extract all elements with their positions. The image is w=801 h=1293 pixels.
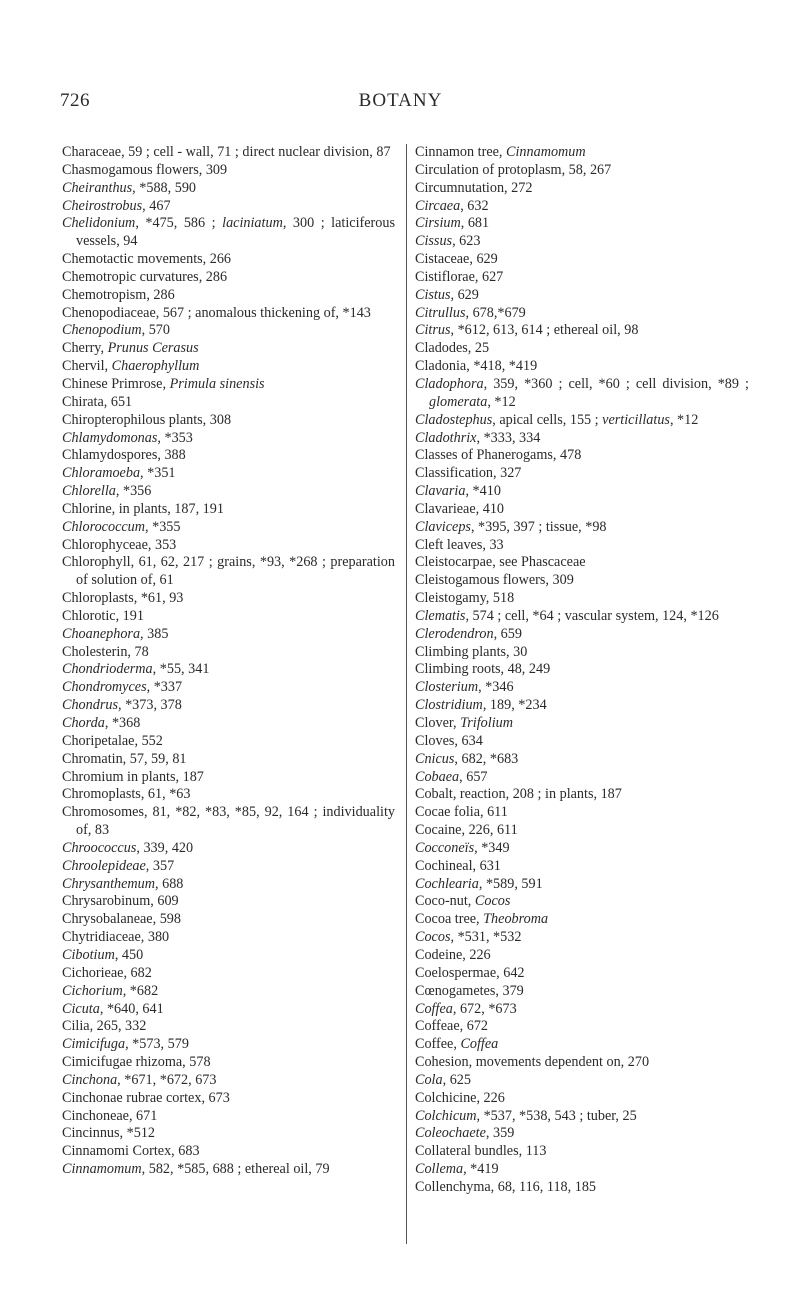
running-title: BOTANY bbox=[358, 90, 443, 111]
index-entry: Cladostephus, apical cells, 155 ; verticillatus, *12 bbox=[415, 411, 699, 428]
index-column-right bbox=[406, 144, 749, 1244]
index-entry: Chroolepideae, 357 bbox=[62, 857, 175, 874]
index-entry: Cistiflorae, 627 bbox=[415, 268, 504, 285]
index-entry: Coleochaete, 359 bbox=[415, 1125, 515, 1142]
index-entry: Chenopodium, 570 bbox=[62, 322, 170, 339]
index-entry: Chondromyces, *337 bbox=[62, 679, 183, 696]
index-entry: Cladodes, 25 bbox=[415, 340, 490, 357]
index-entry: Chrysarobinum, 609 bbox=[62, 893, 179, 910]
index-entry: Cicuta, *640, 641 bbox=[62, 1000, 164, 1017]
index-entry: Cocoa tree, Theobroma bbox=[415, 911, 549, 928]
index-entry: Choanephora, 385 bbox=[62, 625, 169, 642]
index-entry: Cistus, 629 bbox=[415, 286, 479, 303]
index-entry: Coelospermae, 642 bbox=[415, 964, 525, 981]
index-entry: Chromoplasts, 61, *63 bbox=[62, 786, 191, 803]
index-entry: Cinnamon tree, Cinnamomum bbox=[415, 144, 586, 160]
index-entry: Cholesterin, 78 bbox=[62, 643, 149, 660]
index-entry: Cheirostrobus, 467 bbox=[62, 197, 171, 214]
index-entry: Cichorieae, 682 bbox=[62, 964, 152, 981]
index-entry: Chelidonium, *475, 586 ; laciniatum, 300 ; laticiferous vessels, 94 bbox=[62, 215, 395, 250]
index-entry: Coco-nut, Cocos bbox=[415, 893, 511, 910]
index-entry: Cistaceae, 629 bbox=[415, 251, 498, 268]
index-entry: Cirsium, 681 bbox=[415, 215, 490, 232]
index-entry: Collema, *419 bbox=[415, 1161, 499, 1178]
index-entry: Chiropterophilous plants, 308 bbox=[62, 411, 232, 428]
index-entry: Choripetalae, 552 bbox=[62, 732, 163, 749]
index-entry: Cinnamomum, 582, *585, 688 ; ethereal oil, 79 bbox=[62, 1161, 330, 1178]
index-entry: Clover, Trifolium bbox=[415, 715, 513, 731]
index-entry: Citrullus, 678,*679 bbox=[415, 304, 526, 321]
index-entry: Climbing plants, 30 bbox=[415, 643, 528, 660]
index-entry: Chasmogamous flowers, 309 bbox=[62, 161, 228, 178]
index-entry: Cinnamomi Cortex, 683 bbox=[62, 1143, 200, 1160]
index-entry: Cleistocarpae, see Phascaceae bbox=[415, 554, 586, 571]
index-entry: Chirata, 651 bbox=[62, 393, 133, 410]
index-entry: Collateral bundles, 113 bbox=[415, 1143, 547, 1160]
index-entry: Cola, 625 bbox=[415, 1071, 471, 1088]
index-entry: Chlorococcum, *355 bbox=[62, 518, 181, 535]
index-entry: Codeine, 226 bbox=[415, 946, 491, 963]
index-column-left bbox=[62, 144, 395, 1179]
index-entry: Cocae folia, 611 bbox=[415, 804, 508, 821]
index-entry: Cohesion, movements dependent on, 270 bbox=[415, 1054, 650, 1071]
index-entry: Cimicifugae rhizoma, 578 bbox=[62, 1054, 211, 1071]
index-entry: Closterium, *346 bbox=[415, 679, 514, 696]
index-entry: Classes of Phanerogams, 478 bbox=[415, 447, 582, 464]
index-entry: Cladothrix, *333, 334 bbox=[415, 429, 541, 446]
index-entry: Chrysobalaneae, 598 bbox=[62, 911, 181, 928]
index-entry: Cœnogametes, 379 bbox=[415, 982, 524, 999]
index-entry: Clavarieae, 410 bbox=[415, 500, 505, 517]
index-entry: Coffee, Coffea bbox=[415, 1036, 499, 1053]
index-entry: Cocconeïs, *349 bbox=[415, 839, 510, 856]
index-entry: Cochlearia, *589, 591 bbox=[415, 875, 543, 892]
index-entry: Cinchoneae, 671 bbox=[62, 1107, 158, 1124]
index-entry: Cocaine, 226, 611 bbox=[415, 822, 518, 839]
index-entry: Characeae, 59 ; cell - wall, 71 ; direct nuclear division, 87 bbox=[62, 144, 391, 160]
index-entry: Cichorium, *682 bbox=[62, 982, 159, 999]
index-entry: Cladonia, *418, *419 bbox=[415, 358, 538, 375]
index-entry: Coffea, 672, *673 bbox=[415, 1000, 517, 1017]
index-entry: Chemotactic movements, 266 bbox=[62, 251, 232, 268]
index-entry: Cleistogamous flowers, 309 bbox=[415, 572, 574, 589]
index-entry: Claviceps, *395, 397 ; tissue, *98 bbox=[415, 518, 607, 535]
index-entry: Chlorophyceae, 353 bbox=[62, 536, 177, 553]
index-entry: Collenchyma, 68, 116, 118, 185 bbox=[415, 1178, 597, 1195]
index-entry: Cibotium, 450 bbox=[62, 946, 144, 963]
index-entry: Cocos, *531, *532 bbox=[415, 929, 522, 946]
index-entry: Cilia, 265, 332 bbox=[62, 1018, 147, 1035]
index-entry: Cissus, 623 bbox=[415, 233, 481, 250]
index-entry: Chroococcus, 339, 420 bbox=[62, 839, 194, 856]
index-entry: Chlamydomonas, *353 bbox=[62, 429, 193, 446]
index-entry: Chrysanthemum, 688 bbox=[62, 875, 184, 892]
index-entry: Circulation of protoplasm, 58, 267 bbox=[415, 161, 612, 178]
index-entry: Chloramoeba, *351 bbox=[62, 465, 176, 482]
index-entry: Chemotropism, 286 bbox=[62, 286, 175, 303]
index-entry: Circumnutation, 272 bbox=[415, 179, 533, 196]
index-entry: Chenopodiaceae, 567 ; anomalous thickening of, *143 bbox=[62, 304, 371, 321]
index-entry: Chorda, *368 bbox=[62, 715, 141, 731]
index-entry: Chromium in plants, 187 bbox=[62, 768, 204, 785]
index-entry: Cincinnus, *512 bbox=[62, 1125, 156, 1142]
index-entry: Chromatin, 57, 59, 81 bbox=[62, 750, 187, 767]
index-entry: Climbing roots, 48, 249 bbox=[415, 661, 551, 678]
index-entry: Chinese Primrose, Primula sinensis bbox=[62, 375, 265, 392]
index-entry: Classification, 327 bbox=[415, 465, 522, 482]
index-entry: Cloves, 634 bbox=[415, 732, 483, 749]
index-entry: Cnicus, 682, *683 bbox=[415, 750, 519, 767]
index-entry: Chromosomes, 81, *82, *83, *85, 92, 164 ; individuality of, 83 bbox=[62, 804, 395, 839]
index-entry: Chemotropic curvatures, 286 bbox=[62, 268, 228, 285]
index-entry: Chervil, Chaerophyllum bbox=[62, 358, 200, 375]
index-entry: Colchicum, *537, *538, 543 ; tuber, 25 bbox=[415, 1107, 637, 1124]
index-entry: Cladophora, 359, *360 ; cell, *60 ; cell division, *89 ; glomerata, *12 bbox=[415, 375, 749, 410]
index-entry: Chlorotic, 191 bbox=[62, 607, 144, 624]
index-entry: Cobalt, reaction, 208 ; in plants, 187 bbox=[415, 786, 622, 803]
page-number: 726 bbox=[60, 90, 90, 111]
index-entry: Cimicifuga, *573, 579 bbox=[62, 1036, 189, 1053]
index-entry: Cherry, Prunus Cerasus bbox=[62, 340, 199, 357]
index-entry: Clematis, 574 ; cell, *64 ; vascular system, 124, *126 bbox=[415, 607, 719, 624]
index-entry: Cleft leaves, 33 bbox=[415, 536, 504, 553]
index-entry: Cochineal, 631 bbox=[415, 857, 501, 874]
index-entry: Chytridiaceae, 380 bbox=[62, 929, 170, 946]
index-entry: Circaea, 632 bbox=[415, 197, 489, 214]
index-entry: Clostridium, 189, *234 bbox=[415, 697, 547, 714]
index-entry: Citrus, *612, 613, 614 ; ethereal oil, 98 bbox=[415, 322, 639, 339]
index-entry: Chlorella, *356 bbox=[62, 483, 152, 500]
index-entry: Cheiranthus, *588, 590 bbox=[62, 179, 196, 196]
index-entry: Clavaria, *410 bbox=[415, 483, 501, 500]
index-entry: Chondrioderma, *55, 341 bbox=[62, 661, 210, 678]
index-entry: Cobaea, 657 bbox=[415, 768, 488, 785]
index-entry: Cinchona, *671, *672, 673 bbox=[62, 1071, 217, 1088]
index-entry: Chlorine, in plants, 187, 191 bbox=[62, 500, 224, 517]
index-entry: Chloroplasts, *61, 93 bbox=[62, 590, 184, 607]
index-entry: Chondrus, *373, 378 bbox=[62, 697, 182, 714]
index-entry: Chlorophyll, 61, 62, 217 ; grains, *93, *268 ; preparation of solution of, 61 bbox=[62, 554, 395, 589]
index-entry: Clerodendron, 659 bbox=[415, 625, 522, 642]
index-entry: Cleistogamy, 518 bbox=[415, 590, 515, 607]
index-entry: Coffeae, 672 bbox=[415, 1018, 489, 1035]
index-entry: Cinchonae rubrae cortex, 673 bbox=[62, 1089, 230, 1106]
index-entry: Colchicine, 226 bbox=[415, 1089, 505, 1106]
index-entry: Chlamydospores, 388 bbox=[62, 447, 186, 464]
